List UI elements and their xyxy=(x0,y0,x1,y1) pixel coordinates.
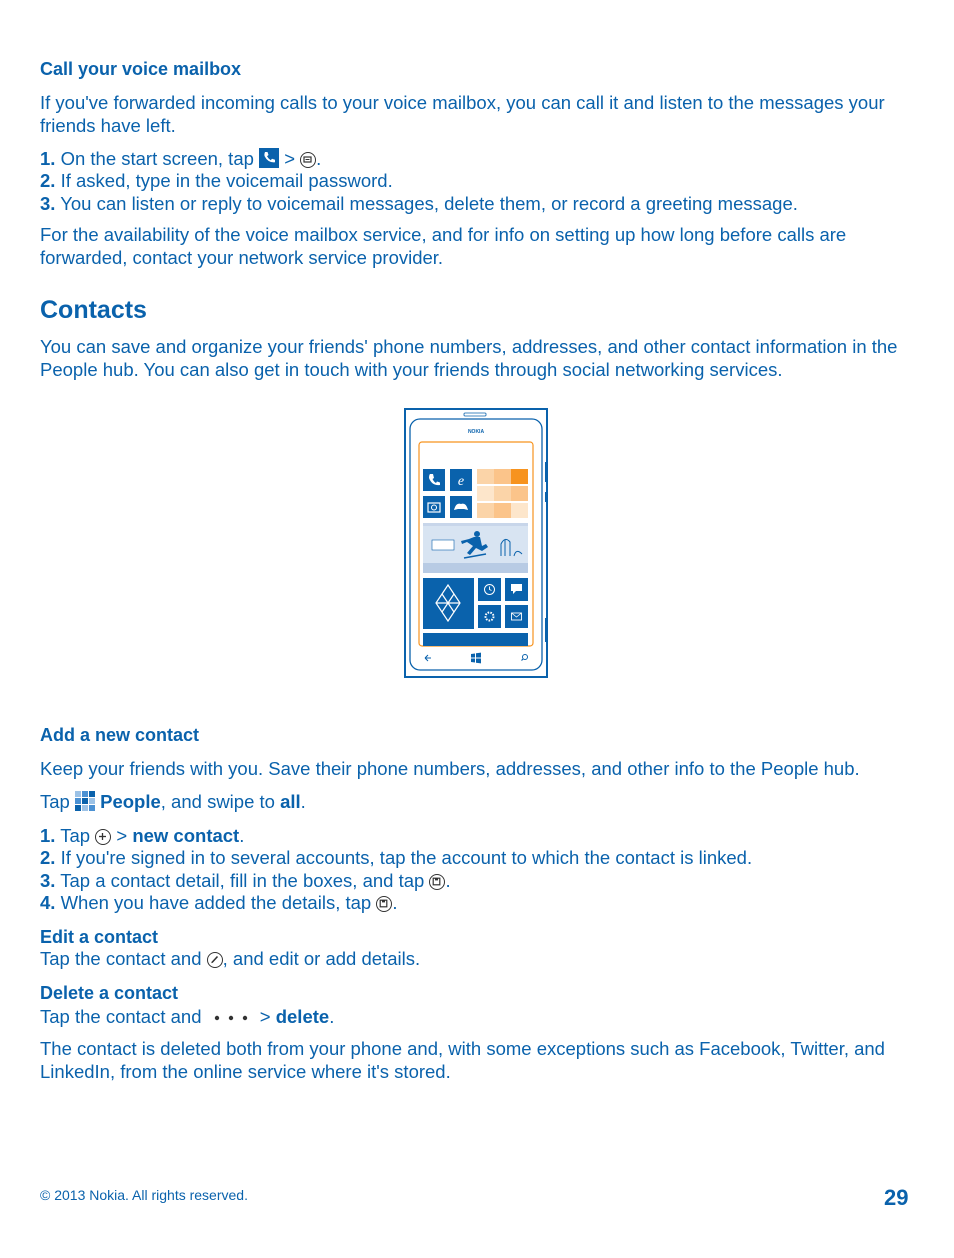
delete-contact-heading: Delete a contact xyxy=(40,983,179,1003)
step-number: 1. xyxy=(40,148,56,169)
edit-icon xyxy=(207,952,223,968)
mailbox-heading: Call your voice mailbox xyxy=(40,59,242,79)
add-contact-tap-line: Tap People, and swipe to all. xyxy=(40,791,920,817)
mailbox-note: For the availability of the voice mailbox service, and for info on setting up how long before calls are forwarded, contact your network service provider. xyxy=(40,224,847,268)
contacts-intro: You can save and organize your friends' phone numbers, addresses, and other contact information in the People hub. You can also get in touch with your friends through social networking services. xyxy=(40,336,898,380)
edit-contact-heading: Edit a contact xyxy=(40,927,159,947)
copyright-notice: © 2013 Nokia. All rights reserved. xyxy=(40,1187,248,1203)
step-number: 2. xyxy=(40,847,56,868)
voicemail-icon xyxy=(300,152,316,168)
step-text: If asked, type in the voicemail password. xyxy=(60,170,393,191)
mailbox-step-2 xyxy=(40,170,920,193)
add-icon xyxy=(95,829,111,845)
delete-command: delete xyxy=(275,1006,330,1027)
people-tile-icon xyxy=(75,791,95,817)
step-number: 1. xyxy=(40,825,56,846)
svg-text:e: e xyxy=(457,474,465,489)
step-number: 3. xyxy=(40,193,56,214)
step-separator: > xyxy=(284,148,295,169)
step-number: 2. xyxy=(40,170,56,191)
step-number: 3. xyxy=(40,870,56,891)
new-contact-command: new contact xyxy=(132,825,240,846)
add-contact-step-3: 3. Tap a contact detail, fill in the boxes, and tap . xyxy=(40,870,451,891)
mailbox-step-3 xyxy=(40,193,920,216)
all-pivot: all xyxy=(280,791,301,812)
step-text: On the start screen, tap xyxy=(60,148,254,169)
edit-contact-text: Tap the contact and , and edit or add details. xyxy=(40,948,421,969)
delete-contact-text: Tap the contact and > delete. xyxy=(40,1006,335,1027)
phone-illustration xyxy=(404,408,548,678)
add-contact-heading: Add a new contact xyxy=(40,725,200,745)
step-text: You can listen or reply to voicemail messages, delete them, or record a greeting message. xyxy=(60,193,798,214)
page-number: 29 xyxy=(884,1185,909,1210)
mailbox-intro: If you've forwarded incoming calls to your voice mailbox, you can call it and listen to the messages your friends have left. xyxy=(40,92,885,136)
delete-contact-note: The contact is deleted both from your phone and, with some exceptions such as Facebook, Twitter, and LinkedIn, from the online service where it's stored. xyxy=(40,1038,885,1082)
add-contact-intro: Keep your friends with you. Save their phone numbers, addresses, and other info to the People hub. xyxy=(40,758,860,779)
add-contact-step-4: 4. When you have added the details, tap . xyxy=(40,892,398,913)
people-app-name: People xyxy=(100,791,161,812)
mailbox-step-1: 1. On the start screen, tap > . xyxy=(40,148,920,174)
contacts-heading: Contacts xyxy=(40,296,147,324)
save-icon xyxy=(429,874,445,890)
step-number: 4. xyxy=(40,892,56,913)
more-icon xyxy=(213,1004,249,1027)
phone-brand: NOKIA xyxy=(467,429,485,435)
add-contact-step-1: 1. Tap > new contact. xyxy=(40,825,245,846)
add-contact-step-2: 2. If you're signed in to several accounts, tap the account to which the contact is linked. xyxy=(40,847,753,868)
save-icon xyxy=(376,896,392,912)
